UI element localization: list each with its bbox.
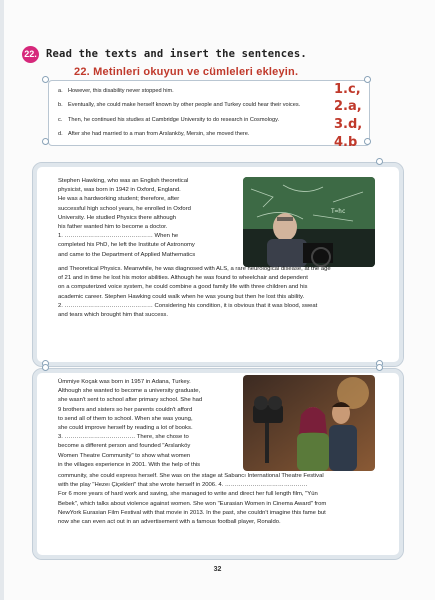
binder-hole xyxy=(42,76,49,83)
blank-4: with the play "Hezeı Çiçekleri" that she wrote herself in 2006. 4. …………………………………… xyxy=(58,482,308,489)
exercise-instruction: Read the texts and insert the sentences. xyxy=(46,48,307,60)
text-line: For 6 more years of hard work and saving, she managed to write and direct her full length film, "Yün xyxy=(58,491,318,498)
text-line: 9 brothers and sisters so her parents couldn't afford xyxy=(58,406,193,413)
text-line: Although she wanted to become a university graduate, xyxy=(58,388,201,395)
page-number: 32 xyxy=(213,566,222,573)
text-line: she wasn't sent to school after primary school. She had xyxy=(58,397,203,404)
text-line: successful high school years, he enrolled in Oxford xyxy=(58,205,191,212)
text1-full-width xyxy=(58,265,380,320)
hawking-photo xyxy=(243,177,375,267)
sentence-c: c. Then, he continued his studies at Cambridge University to do research in Cosmology. xyxy=(58,117,280,123)
sentence-d: d. After she had married to a man from Arslanköy, Mersin, she moved there. xyxy=(58,131,250,137)
text-line: of 21 and in time he lost his motor abilities. Although he was found to wheelchair and dependent xyxy=(58,275,308,282)
blank-1: 1. ……………………………………… When he xyxy=(58,233,179,240)
text-line: she could improve herself by reading a lot of books. xyxy=(58,425,193,432)
svg-text:T=hc: T=hc xyxy=(331,208,346,215)
text-line: to send all of them to school. When she was young, xyxy=(58,415,193,422)
text-line: Stephen Hawking, who was an English theoretical xyxy=(58,178,189,184)
text-line: Women Theatre Community" to show what women xyxy=(58,452,191,459)
exercise-header xyxy=(22,43,307,65)
text-line: now she can even act out in an advertisement with a famous football player, Ronaldo. xyxy=(58,519,281,526)
blank-3: 3. ……………………………… There, she chose to xyxy=(58,434,189,441)
binder-hole xyxy=(364,76,371,83)
text-line: and Theoretical Physics. Meanwhile, he was diagnosed with ALS, a rare neurological disease, at the age xyxy=(58,266,331,272)
text-line: University. He studied Physics there although xyxy=(58,214,177,221)
handwritten-translation: 22. Metinleri okuyun ve cümleleri ekleyin. xyxy=(74,66,299,78)
binder-hole xyxy=(364,138,371,145)
exercise-number-badge: 22. xyxy=(22,46,39,63)
binder-hole xyxy=(376,158,383,165)
binder-hole xyxy=(42,364,49,371)
text-line: physicist, was born in 1942 in Oxford, England. xyxy=(58,187,181,194)
answer-2: 2.a, xyxy=(334,99,362,114)
page-edge xyxy=(0,0,4,600)
text-line: his father wanted him to become a doctor. xyxy=(58,224,168,231)
text-line: on a computerized voice system, he could combine a good family life with three children and his xyxy=(58,284,308,291)
text2-left-column xyxy=(58,378,238,470)
blank-2: 2. ……………………………………… Considering his condition, it is obvious that it was blood, sweat xyxy=(58,302,318,309)
kocak-photo xyxy=(243,375,375,471)
text-line: NewYork Eurasian Film Festival with that movie in 2013. In the past, she couldn't imagine this fame but xyxy=(58,509,326,516)
text2-full-width xyxy=(58,472,380,527)
text-line: become a different person and founded "Arslanköy xyxy=(58,443,191,450)
text-line: Bebek", which talks about violence against women. She won "Eurasian Women in Cinema Award" from xyxy=(58,500,327,507)
sentence-b: b. Eventually, she could make herself known by other people and Turkey could hear their voices. xyxy=(58,102,301,108)
text-line: academic career. Stephen Hawking could walk when he was young but then he lost this ability. xyxy=(58,293,305,300)
text-line: He was a hardworking student; therefore, after xyxy=(58,196,180,203)
binder-hole xyxy=(42,138,49,145)
text-line: and tears which brought him that success. xyxy=(58,312,169,319)
binder-hole xyxy=(376,364,383,371)
text-line: completed his PhD, he left the Institute of Astronomy xyxy=(58,242,195,249)
answer-4: 4.b xyxy=(334,135,358,150)
sentence-a: a. However, this disability never stopped him. xyxy=(58,88,174,94)
text-line: community, she could express herself. She was on the stage at Sabancı International Theatre Festival xyxy=(58,473,324,479)
text-line: Ümmiye Koçak was born in 1957 in Adana, Turkey. xyxy=(58,379,191,385)
text-line: and came to the Department of Applied Mathematics xyxy=(58,251,196,258)
text-line: in the villages experience in 2001. With the help of this xyxy=(58,461,201,468)
answer-3: 3.d, xyxy=(334,117,363,132)
text1-left-column xyxy=(58,177,238,260)
answer-1: 1.c, xyxy=(334,82,361,97)
